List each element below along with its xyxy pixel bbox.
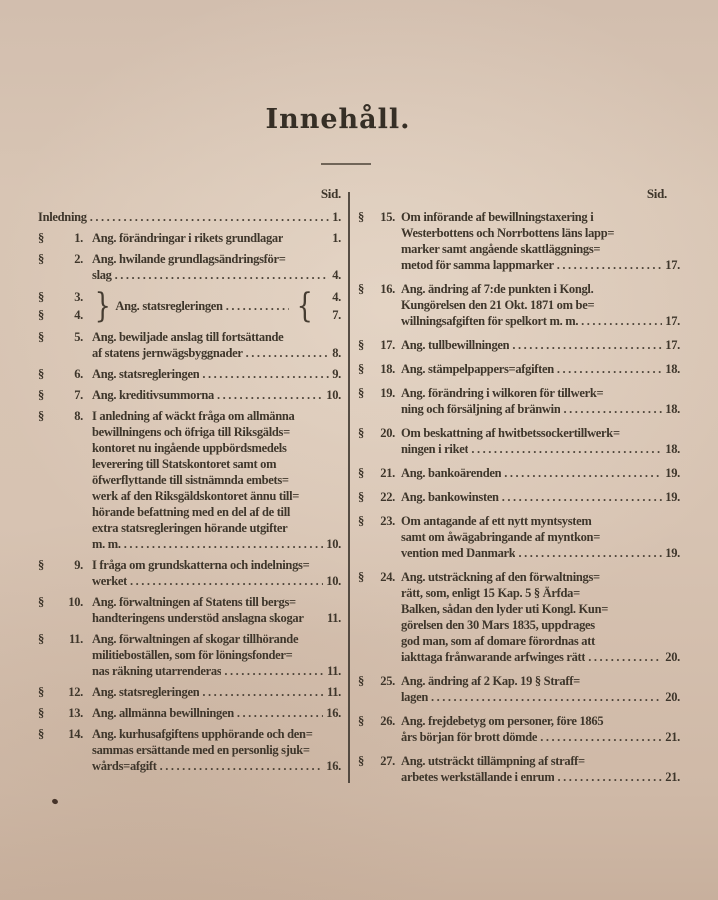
dot-leader bbox=[90, 209, 330, 225]
entry-line: samt om åwägabringande af myntkon= bbox=[401, 530, 601, 544]
section-num: 21. bbox=[380, 466, 395, 480]
section-num: 24. bbox=[380, 570, 395, 584]
dot-leader bbox=[557, 769, 662, 785]
entry-last-line bbox=[38, 209, 341, 225]
entry-text bbox=[92, 557, 341, 589]
page-number: 21. bbox=[665, 770, 680, 784]
entry-last-line bbox=[401, 545, 680, 561]
section-number bbox=[358, 465, 401, 481]
entry-line-text: handteringens understöd anslagna skogar bbox=[92, 611, 304, 625]
entry-text bbox=[92, 408, 341, 552]
paragraph-mark: § bbox=[38, 388, 44, 402]
entry-text bbox=[92, 705, 341, 721]
entry-last-line bbox=[401, 361, 680, 377]
page-number: 20. bbox=[665, 690, 680, 704]
entry-text bbox=[401, 513, 680, 561]
ink-spot bbox=[51, 798, 58, 805]
entry-line-text: Ang. statsregleringen bbox=[115, 298, 223, 313]
paragraph-mark: § bbox=[358, 490, 364, 504]
dot-leader bbox=[115, 267, 330, 283]
entry-text bbox=[401, 489, 680, 505]
entry-text bbox=[92, 594, 341, 626]
paragraph-mark: § bbox=[38, 706, 44, 720]
section-number bbox=[38, 684, 92, 700]
entry-line: Ang. ändring af 7:de punkten i Kongl. bbox=[401, 282, 594, 296]
dot-leader bbox=[504, 465, 662, 481]
paragraph-mark: § bbox=[358, 210, 364, 224]
dot-leader bbox=[224, 663, 324, 679]
entry-line-text: slag bbox=[92, 268, 112, 282]
section-number bbox=[38, 306, 92, 324]
section-number bbox=[38, 408, 92, 552]
entry-text bbox=[401, 209, 680, 273]
entry-line: I anledning af wäckt fråga om allmänna bbox=[92, 409, 295, 423]
section-num: 23. bbox=[380, 514, 395, 528]
section-num: 14. bbox=[68, 727, 83, 741]
page-numbers bbox=[315, 288, 341, 324]
paragraph-mark: § bbox=[38, 595, 44, 609]
entry-line: militieboställen, som för löningsfonder= bbox=[92, 648, 293, 662]
section-num: 11. bbox=[68, 632, 83, 646]
toc-entry bbox=[38, 387, 341, 403]
dot-leader bbox=[217, 387, 323, 403]
entry-line-text: Ang. bankoärenden bbox=[401, 466, 502, 480]
entry-line-text: nas räkning utarrenderas bbox=[92, 664, 222, 678]
toc-entry bbox=[38, 209, 341, 225]
page-number: 18. bbox=[665, 362, 680, 376]
section-numbers bbox=[38, 288, 92, 324]
page-number: 10. bbox=[326, 574, 341, 588]
paragraph-mark: § bbox=[38, 367, 44, 381]
entry-line: Ang. hwilande grundlagsändringsför= bbox=[92, 252, 286, 266]
entry-text bbox=[113, 299, 293, 314]
section-num: 25. bbox=[380, 674, 395, 688]
entry-text bbox=[401, 281, 680, 329]
page-number: 16. bbox=[326, 706, 341, 720]
sid-header-left: Sid. bbox=[320, 186, 341, 201]
page-number: 10. bbox=[326, 388, 341, 402]
entry-line: öfwerflyttande till sistnämnda embets= bbox=[92, 473, 289, 487]
entry-line: Om införande af bewillningstaxering i bbox=[401, 210, 594, 224]
toc-entry bbox=[38, 684, 341, 700]
entry-line: rätt, som, enligt 15 Kap. 5 § Ärfda= bbox=[401, 586, 580, 600]
entry-text bbox=[92, 230, 341, 246]
page-number: 8. bbox=[332, 346, 341, 360]
page-number: 1. bbox=[332, 231, 341, 245]
entry-text bbox=[401, 361, 680, 377]
section-number bbox=[38, 230, 92, 246]
entry-last-line bbox=[401, 689, 680, 705]
entry-text bbox=[92, 366, 341, 382]
entry-line-text: metod för samma lappmarker bbox=[401, 258, 554, 272]
paragraph-mark: § bbox=[358, 754, 364, 768]
page-number: 11. bbox=[326, 611, 341, 625]
dot-leader bbox=[202, 684, 324, 700]
paragraph-mark: § bbox=[358, 362, 364, 376]
toc-entry bbox=[38, 726, 341, 774]
paragraph-mark: § bbox=[358, 386, 364, 400]
toc-entry bbox=[38, 408, 341, 552]
toc-entry bbox=[38, 594, 341, 626]
section-number bbox=[358, 361, 401, 377]
paragraph-mark: § bbox=[358, 466, 364, 480]
section-number bbox=[358, 753, 401, 785]
entry-line-text: werket bbox=[92, 574, 127, 588]
dot-leader bbox=[557, 361, 662, 377]
toc-entry bbox=[358, 209, 680, 273]
section-num: 8. bbox=[74, 409, 83, 423]
entry-last-line bbox=[401, 465, 680, 481]
paragraph-mark: § bbox=[358, 570, 364, 584]
section-num: 9. bbox=[74, 558, 83, 572]
toc-entry bbox=[358, 337, 680, 353]
entry-last-line bbox=[401, 401, 680, 417]
page-number: 10. bbox=[326, 537, 341, 551]
entry-line: werk af den Riksgäldskontoret ännu till= bbox=[92, 489, 300, 503]
toc-entry bbox=[38, 631, 341, 679]
entry-line: görelsen den 30 Mars 1835, uppdrages bbox=[401, 618, 595, 632]
dot-leader bbox=[160, 758, 324, 774]
page-number: 19. bbox=[665, 466, 680, 480]
entry-line: Om antagande af ett nytt myntsystem bbox=[401, 514, 592, 528]
entry-last-line bbox=[401, 337, 680, 353]
page-number: 11. bbox=[326, 664, 341, 678]
paragraph-mark: § bbox=[358, 426, 364, 440]
entry-line: I fråga om grundskatterna och indelnings= bbox=[92, 558, 310, 572]
entry-line: Ang. ändring af 2 Kap. 19 § Straff= bbox=[401, 674, 580, 688]
entry-last-line bbox=[92, 536, 341, 552]
page-number: 4. bbox=[332, 268, 341, 282]
column-divider bbox=[348, 192, 350, 783]
section-number bbox=[38, 594, 92, 626]
brace-close-glyph: { bbox=[296, 286, 313, 326]
page-number: 16. bbox=[326, 759, 341, 773]
entry-text bbox=[401, 465, 680, 481]
page-title: Innehåll. bbox=[265, 104, 411, 135]
entry-line-text: lagen bbox=[401, 690, 428, 704]
entry-line: Ang. utsträckning af den förwaltnings= bbox=[401, 570, 600, 584]
section-number bbox=[358, 713, 401, 745]
section-number bbox=[38, 251, 92, 283]
toc-entry bbox=[38, 230, 341, 246]
entry-text bbox=[401, 425, 680, 457]
entry-line: god man, som af domare förordnas att bbox=[401, 634, 595, 648]
entry-last-line bbox=[401, 769, 680, 785]
section-number bbox=[38, 288, 92, 306]
entry-last-line bbox=[92, 267, 341, 283]
section-num: 10. bbox=[68, 595, 83, 609]
paragraph-mark: § bbox=[38, 558, 44, 572]
entry-text bbox=[401, 753, 680, 785]
dot-leader bbox=[540, 729, 662, 745]
page-number: 18. bbox=[665, 402, 680, 416]
section-num: 26. bbox=[380, 714, 395, 728]
entry-line: marker samt angående skattläggnings= bbox=[401, 242, 601, 256]
paragraph-mark: § bbox=[358, 282, 364, 296]
entry-text bbox=[92, 251, 341, 283]
section-num: 1. bbox=[74, 231, 83, 245]
entry-last-line bbox=[401, 729, 680, 745]
page-number: 9. bbox=[332, 367, 341, 381]
entry-last-line bbox=[92, 758, 341, 774]
entry-line-text: Ang. tullbewillningen bbox=[401, 338, 510, 352]
section-num: 17. bbox=[380, 338, 395, 352]
page-number: 21. bbox=[665, 730, 680, 744]
section-number bbox=[358, 569, 401, 665]
section-number bbox=[358, 209, 401, 273]
dot-leader bbox=[471, 441, 662, 457]
dot-leader bbox=[237, 705, 323, 721]
entry-text bbox=[92, 631, 341, 679]
entry-line-text: Ang. bankowinsten bbox=[401, 490, 499, 504]
page-number: 19. bbox=[665, 546, 680, 560]
toc-entry bbox=[38, 366, 341, 382]
paragraph-mark: § bbox=[38, 685, 44, 699]
page-number: 17. bbox=[665, 314, 680, 328]
toc-entry bbox=[358, 513, 680, 561]
section-number bbox=[358, 425, 401, 457]
section-num: 3. bbox=[74, 290, 83, 304]
entry-line: extra statsregleringen hörande utgifter bbox=[92, 521, 288, 535]
paragraph-mark: § bbox=[38, 252, 44, 266]
section-num: 19. bbox=[380, 386, 395, 400]
page-number: 4. bbox=[332, 290, 341, 304]
section-num: 22. bbox=[380, 490, 395, 504]
dot-leader bbox=[563, 401, 662, 417]
entry-text bbox=[401, 385, 680, 417]
title-rule bbox=[321, 163, 371, 165]
toc-entry bbox=[358, 385, 680, 417]
sid-header-right: Sid. bbox=[646, 186, 667, 201]
paragraph-mark: § bbox=[38, 231, 44, 245]
paragraph-mark: § bbox=[38, 308, 44, 322]
section-number bbox=[38, 366, 92, 382]
entry-text bbox=[401, 673, 680, 705]
entry-line: Ang. bewiljade anslag till fortsättande bbox=[92, 330, 284, 344]
section-number bbox=[38, 631, 92, 679]
section-number bbox=[358, 281, 401, 329]
paragraph-mark: § bbox=[38, 409, 44, 423]
section-num: 27. bbox=[380, 754, 395, 768]
paragraph-mark: § bbox=[358, 514, 364, 528]
entry-line-text: Ang. statsregleringen bbox=[92, 685, 200, 699]
entry-line: leverering till Statskontoret samt om bbox=[92, 457, 277, 471]
entry-line-text: Ang. statsregleringen bbox=[92, 367, 200, 381]
section-num: 18. bbox=[380, 362, 395, 376]
section-num: 12. bbox=[68, 685, 83, 699]
section-number bbox=[358, 673, 401, 705]
section-number bbox=[38, 387, 92, 403]
entry-line: kontoret nu ingående uppbördsmedels bbox=[92, 441, 287, 455]
entry-last-line bbox=[92, 705, 341, 721]
section-number bbox=[38, 726, 92, 774]
entry-last-line bbox=[92, 387, 341, 403]
dot-leader bbox=[518, 545, 662, 561]
section-num: 6. bbox=[74, 367, 83, 381]
entry-text bbox=[92, 684, 341, 700]
paragraph-mark: § bbox=[38, 330, 44, 344]
paragraph-mark: § bbox=[38, 727, 44, 741]
paragraph-mark: § bbox=[38, 290, 44, 304]
entry-last-line bbox=[92, 610, 341, 626]
page-number: 17. bbox=[665, 338, 680, 352]
toc-entry bbox=[358, 753, 680, 785]
entry-text bbox=[401, 337, 680, 353]
section-num: 13. bbox=[68, 706, 83, 720]
entry-line: Ang. kurhusafgiftens upphörande och den= bbox=[92, 727, 313, 741]
section-number bbox=[358, 489, 401, 505]
entry-line-text: iakttaga frånwarande arfwinges rätt bbox=[401, 650, 586, 664]
entry-line: hörande befattning med en del af de till bbox=[92, 505, 291, 519]
dot-leader bbox=[202, 366, 329, 382]
section-number bbox=[358, 513, 401, 561]
paragraph-mark: § bbox=[358, 674, 364, 688]
entry-line: Kungörelsen den 21 Okt. 1871 om be= bbox=[401, 298, 595, 312]
toc-entry bbox=[38, 329, 341, 361]
paragraph-mark: § bbox=[358, 338, 364, 352]
section-number bbox=[38, 557, 92, 589]
entry-last-line bbox=[401, 313, 680, 329]
entry-line-text: Ang. förändringar i rikets grundlagar bbox=[92, 231, 284, 245]
section-num: 20. bbox=[380, 426, 395, 440]
entry-line-text: Ang. allmänna bewillningen bbox=[92, 706, 234, 720]
entry-line: Ang. utsträckt tillämpning af straff= bbox=[401, 754, 585, 768]
entry-line-text: års början för brott dömde bbox=[401, 730, 538, 744]
page-number: 19. bbox=[665, 490, 680, 504]
entry-line: Ang. förändring i wilkoren för tillwerk= bbox=[401, 386, 604, 400]
section-num: 5. bbox=[74, 330, 83, 344]
section-number bbox=[358, 385, 401, 417]
toc-entry bbox=[358, 569, 680, 665]
entry-line: Balken, sådan den lyder uti Kongl. Kun= bbox=[401, 602, 609, 616]
toc-entry bbox=[358, 489, 680, 505]
toc-entry bbox=[358, 465, 680, 481]
entry-last-line bbox=[401, 649, 680, 665]
dot-leader bbox=[502, 489, 663, 505]
section-num: 7. bbox=[74, 388, 83, 402]
entry-line: Om beskattning af hwitbetssockertillwerk= bbox=[401, 426, 620, 440]
paragraph-mark: § bbox=[358, 714, 364, 728]
toc-entry bbox=[38, 557, 341, 589]
entry-last-line bbox=[401, 489, 680, 505]
entry-last-line bbox=[92, 366, 341, 382]
column-right bbox=[358, 186, 680, 793]
entry-last-line bbox=[92, 345, 341, 361]
dot-leader bbox=[588, 649, 662, 665]
dot-leader bbox=[124, 536, 324, 552]
entries-left bbox=[38, 209, 341, 774]
entry-last-line bbox=[92, 230, 341, 246]
dot-leader bbox=[431, 689, 662, 705]
entry-line-text: ning och försäljning af bränwin bbox=[401, 402, 561, 416]
entry-line: bewillningens och öfriga till Riksgälds= bbox=[92, 425, 290, 439]
entry-last-line bbox=[92, 573, 341, 589]
entries-right bbox=[358, 209, 680, 785]
page-number: 17. bbox=[665, 258, 680, 272]
entry-line: sammas ersättande med en personlig sjuk= bbox=[92, 743, 310, 757]
entry-line: Ang. förwaltningen af skogar tillhörande bbox=[92, 632, 299, 646]
entry-line-text: Ang. stämpelpappers=afgiften bbox=[401, 362, 554, 376]
section-num: 15. bbox=[380, 210, 395, 224]
section-number bbox=[38, 705, 92, 721]
page-number: 1. bbox=[332, 210, 341, 224]
entry-line-text: willningsafgiften för spelkort m. m. bbox=[401, 314, 579, 328]
page-number: 7. bbox=[332, 308, 341, 322]
entry-line-text: Inledning bbox=[38, 210, 87, 224]
dot-leader bbox=[581, 313, 662, 329]
entry-text bbox=[401, 713, 680, 745]
entry-line: Ang. frejdebetyg om personer, före 1865 bbox=[401, 714, 604, 728]
section-number bbox=[358, 337, 401, 353]
entry-last-line bbox=[401, 441, 680, 457]
entry-last-line bbox=[92, 684, 341, 700]
entry-line-text: vention med Danmark bbox=[401, 546, 516, 560]
toc-entry bbox=[358, 281, 680, 329]
toc-entry bbox=[38, 705, 341, 721]
entry-last-line bbox=[401, 257, 680, 273]
entry-text bbox=[92, 726, 341, 774]
entry-line-text: ningen i riket bbox=[401, 442, 469, 456]
section-num: 2. bbox=[74, 252, 83, 266]
toc-entry bbox=[358, 673, 680, 705]
section-number bbox=[38, 329, 92, 361]
entry-text bbox=[401, 569, 680, 665]
page-number: 18. bbox=[665, 442, 680, 456]
entry-last-line bbox=[92, 663, 341, 679]
entry-text bbox=[92, 329, 341, 361]
toc-entry bbox=[358, 713, 680, 745]
dot-leader bbox=[130, 573, 323, 589]
toc-entry bbox=[358, 361, 680, 377]
brace-open-glyph: } bbox=[94, 286, 111, 326]
entry-line: Ang. förwaltningen af Statens till bergs= bbox=[92, 595, 296, 609]
paragraph-mark: § bbox=[38, 632, 44, 646]
toc-entry bbox=[358, 425, 680, 457]
entry-line-text: m. m. bbox=[92, 537, 121, 551]
section-num: 16. bbox=[380, 282, 395, 296]
entry-line-text: Ang. kreditivsummorna bbox=[92, 388, 214, 402]
entry-line-text: wårds=afgift bbox=[92, 759, 157, 773]
section-num: 4. bbox=[74, 308, 83, 322]
entry-line-text: af statens jernwägsbyggnader bbox=[92, 346, 243, 360]
dot-leader bbox=[246, 345, 330, 361]
toc-entry bbox=[38, 288, 341, 324]
entry-line: Westerbottens och Norrbottens läns lapp= bbox=[401, 226, 615, 240]
entry-text bbox=[92, 387, 341, 403]
column-left bbox=[38, 186, 341, 779]
toc-entry bbox=[38, 251, 341, 283]
dot-leader bbox=[226, 299, 289, 314]
dot-leader bbox=[512, 337, 662, 353]
entry-line-text: arbetes werkställande i enrum bbox=[401, 770, 555, 784]
page-number: 20. bbox=[665, 650, 680, 664]
dot-leader bbox=[557, 257, 663, 273]
page-number: 11. bbox=[326, 685, 341, 699]
entry-text bbox=[38, 209, 341, 225]
